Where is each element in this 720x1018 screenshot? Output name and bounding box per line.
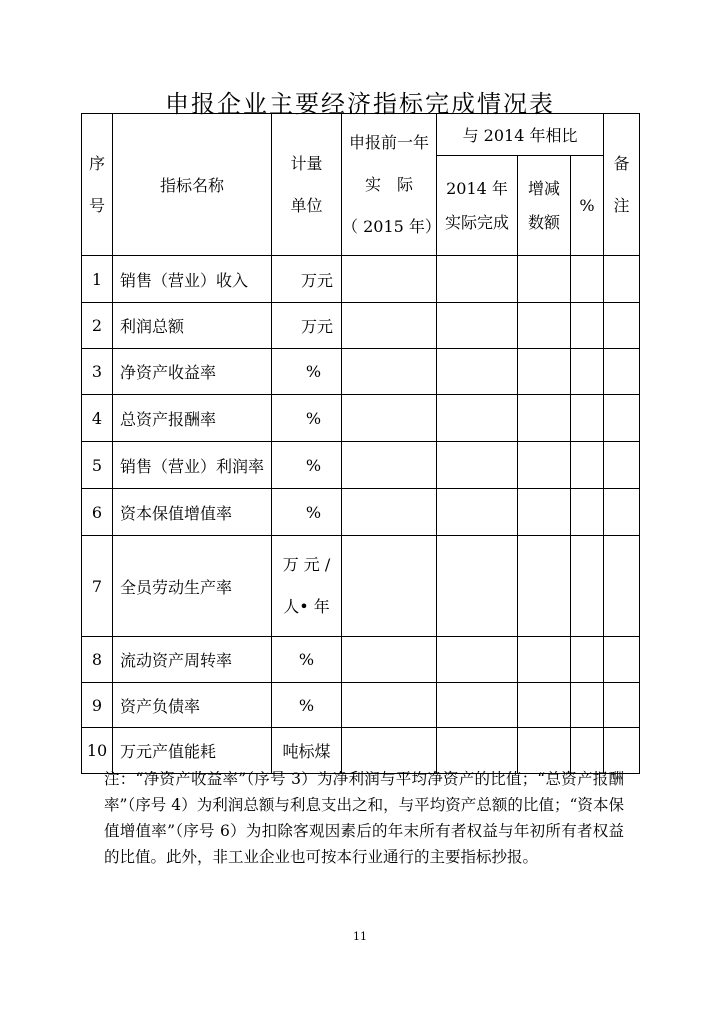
- cell-change-percent[interactable]: [571, 442, 604, 489]
- cell-prev-year[interactable]: [342, 536, 437, 637]
- cell-2014-actual[interactable]: [437, 256, 518, 303]
- header-prev-line2: 实 际: [364, 174, 413, 194]
- header-unit: [272, 114, 342, 256]
- table-row: [82, 349, 640, 395]
- row-number: 4: [82, 395, 113, 442]
- cell-2014-actual[interactable]: [437, 303, 518, 349]
- header-row-top: [82, 114, 640, 156]
- cell-prev-year[interactable]: [342, 637, 437, 683]
- cell-change-amount[interactable]: [518, 395, 571, 442]
- cell-remark[interactable]: [604, 683, 640, 728]
- row-number: 1: [82, 256, 113, 303]
- cell-change-percent[interactable]: [571, 395, 604, 442]
- cell-change-amount[interactable]: [518, 303, 571, 349]
- header-remark: [604, 114, 640, 256]
- cell-prev-year[interactable]: [342, 256, 437, 303]
- header-change-line1: 增减: [527, 178, 560, 198]
- table-row: [82, 489, 640, 536]
- row-number: 5: [82, 442, 113, 489]
- page-number: 11: [353, 930, 367, 943]
- row-indicator-name: 资本保值增值率: [113, 489, 272, 536]
- row-unit: %: [272, 683, 342, 728]
- row-unit-line2: 人• 年: [283, 597, 330, 616]
- row-indicator-name: 全员劳动生产率: [113, 536, 272, 637]
- cell-change-percent[interactable]: [571, 303, 604, 349]
- header-prev-year: [342, 114, 441, 256]
- cell-change-amount[interactable]: [518, 637, 571, 683]
- row-unit: %: [272, 637, 342, 683]
- row-unit: %: [272, 442, 342, 489]
- indicator-table: [81, 113, 640, 774]
- row-number: 9: [82, 683, 113, 728]
- row-unit: %: [272, 349, 342, 395]
- row-number: 7: [82, 536, 113, 637]
- table-row: [82, 395, 640, 442]
- row-unit: 万元: [272, 256, 342, 303]
- row-number: 10: [82, 728, 113, 774]
- cell-prev-year[interactable]: [342, 303, 437, 349]
- row-indicator-name: 万元产值能耗: [113, 728, 272, 774]
- header-seq: [82, 114, 113, 256]
- cell-change-percent[interactable]: [571, 637, 604, 683]
- row-indicator-name: 资产负债率: [113, 683, 272, 728]
- header-2014-line2: 实际完成: [444, 212, 509, 232]
- cell-2014-actual[interactable]: [437, 683, 518, 728]
- cell-change-amount[interactable]: [518, 683, 571, 728]
- row-indicator-name: 销售（营业）利润率: [113, 442, 272, 489]
- row-unit: %: [272, 489, 342, 536]
- header-seq-bottom: 号: [88, 195, 105, 215]
- row-unit: 吨标煤: [272, 728, 342, 774]
- cell-prev-year[interactable]: [342, 442, 437, 489]
- cell-change-percent[interactable]: [571, 489, 604, 536]
- cell-remark[interactable]: [604, 349, 640, 395]
- cell-change-percent[interactable]: [571, 683, 604, 728]
- row-number: 3: [82, 349, 113, 395]
- table-footnote: 注：“净资产收益率”（序号 3）为净利润与平均净资产的比值；“总资产报酬率”（序号 4）为利润总额与利息支出之和，与平均资产总额的比值；“资本保值增值率”（序号 6）为扣除客观因素后的年末所有者权益与年初所有者权益的比值。此外，非工业企业也可按本行业通行的主要指标抄报。: [104, 770, 624, 866]
- cell-change-amount[interactable]: [518, 489, 571, 536]
- row-unit-line1: 万 元 /: [282, 555, 331, 574]
- cell-change-percent[interactable]: [571, 349, 604, 395]
- row-indicator-name: 净资产收益率: [113, 349, 272, 395]
- header-unit-top: 计量: [290, 153, 323, 173]
- header-prev-line3: （ 2015 年）: [342, 216, 441, 236]
- header-2014-line1: 2014 年: [446, 178, 508, 198]
- table-row: [82, 683, 640, 728]
- cell-remark[interactable]: [604, 395, 640, 442]
- cell-2014-actual[interactable]: [437, 349, 518, 395]
- row-indicator-name: 流动资产周转率: [113, 637, 272, 683]
- row-unit: 万元: [272, 303, 342, 349]
- header-seq-top: 序: [88, 153, 105, 173]
- row-number: 2: [82, 303, 113, 349]
- row-number: 6: [82, 489, 113, 536]
- table-row: [82, 637, 640, 683]
- cell-remark[interactable]: [604, 536, 640, 637]
- row-indicator-name: 销售（营业）收入: [113, 256, 272, 303]
- header-percent: %: [571, 156, 604, 256]
- row-number: 8: [82, 637, 113, 683]
- cell-prev-year[interactable]: [342, 349, 437, 395]
- header-remark-top: 备: [613, 153, 630, 173]
- cell-remark[interactable]: [604, 303, 640, 349]
- header-2014: [437, 156, 518, 256]
- cell-change-amount[interactable]: [518, 442, 571, 489]
- cell-change-amount[interactable]: [518, 536, 571, 637]
- cell-remark[interactable]: [604, 442, 640, 489]
- header-change-line2: 数额: [527, 212, 560, 232]
- header-unit-bottom: 单位: [290, 195, 323, 215]
- table-row: [82, 303, 640, 349]
- header-prev-line1: 申报前一年: [348, 132, 429, 152]
- cell-2014-actual[interactable]: [437, 637, 518, 683]
- cell-change-percent[interactable]: [571, 256, 604, 303]
- header-change: [518, 156, 571, 256]
- cell-change-amount[interactable]: [518, 349, 571, 395]
- cell-remark[interactable]: [604, 637, 640, 683]
- page-title: 申报企业主要经济指标完成情况表: [165, 90, 555, 118]
- table-row: [82, 536, 640, 637]
- row-indicator-name: 利润总额: [113, 303, 272, 349]
- cell-remark[interactable]: [604, 489, 640, 536]
- cell-2014-actual[interactable]: [437, 489, 518, 536]
- cell-change-amount[interactable]: [518, 256, 571, 303]
- cell-change-percent[interactable]: [571, 536, 604, 637]
- cell-2014-actual[interactable]: [437, 536, 518, 637]
- row-indicator-name: 总资产报酬率: [113, 395, 272, 442]
- header-compare: 与 2014 年相比: [437, 114, 604, 156]
- table-row: [82, 256, 640, 303]
- row-unit: %: [272, 395, 342, 442]
- cell-2014-actual[interactable]: [437, 442, 518, 489]
- cell-prev-year[interactable]: [342, 489, 437, 536]
- cell-prev-year[interactable]: [342, 395, 437, 442]
- header-name: 指标名称: [113, 114, 272, 256]
- cell-remark[interactable]: [604, 256, 640, 303]
- table-row: [82, 442, 640, 489]
- cell-prev-year[interactable]: [342, 683, 437, 728]
- row-unit: [272, 536, 342, 637]
- cell-2014-actual[interactable]: [437, 395, 518, 442]
- header-remark-bottom: 注: [613, 195, 630, 215]
